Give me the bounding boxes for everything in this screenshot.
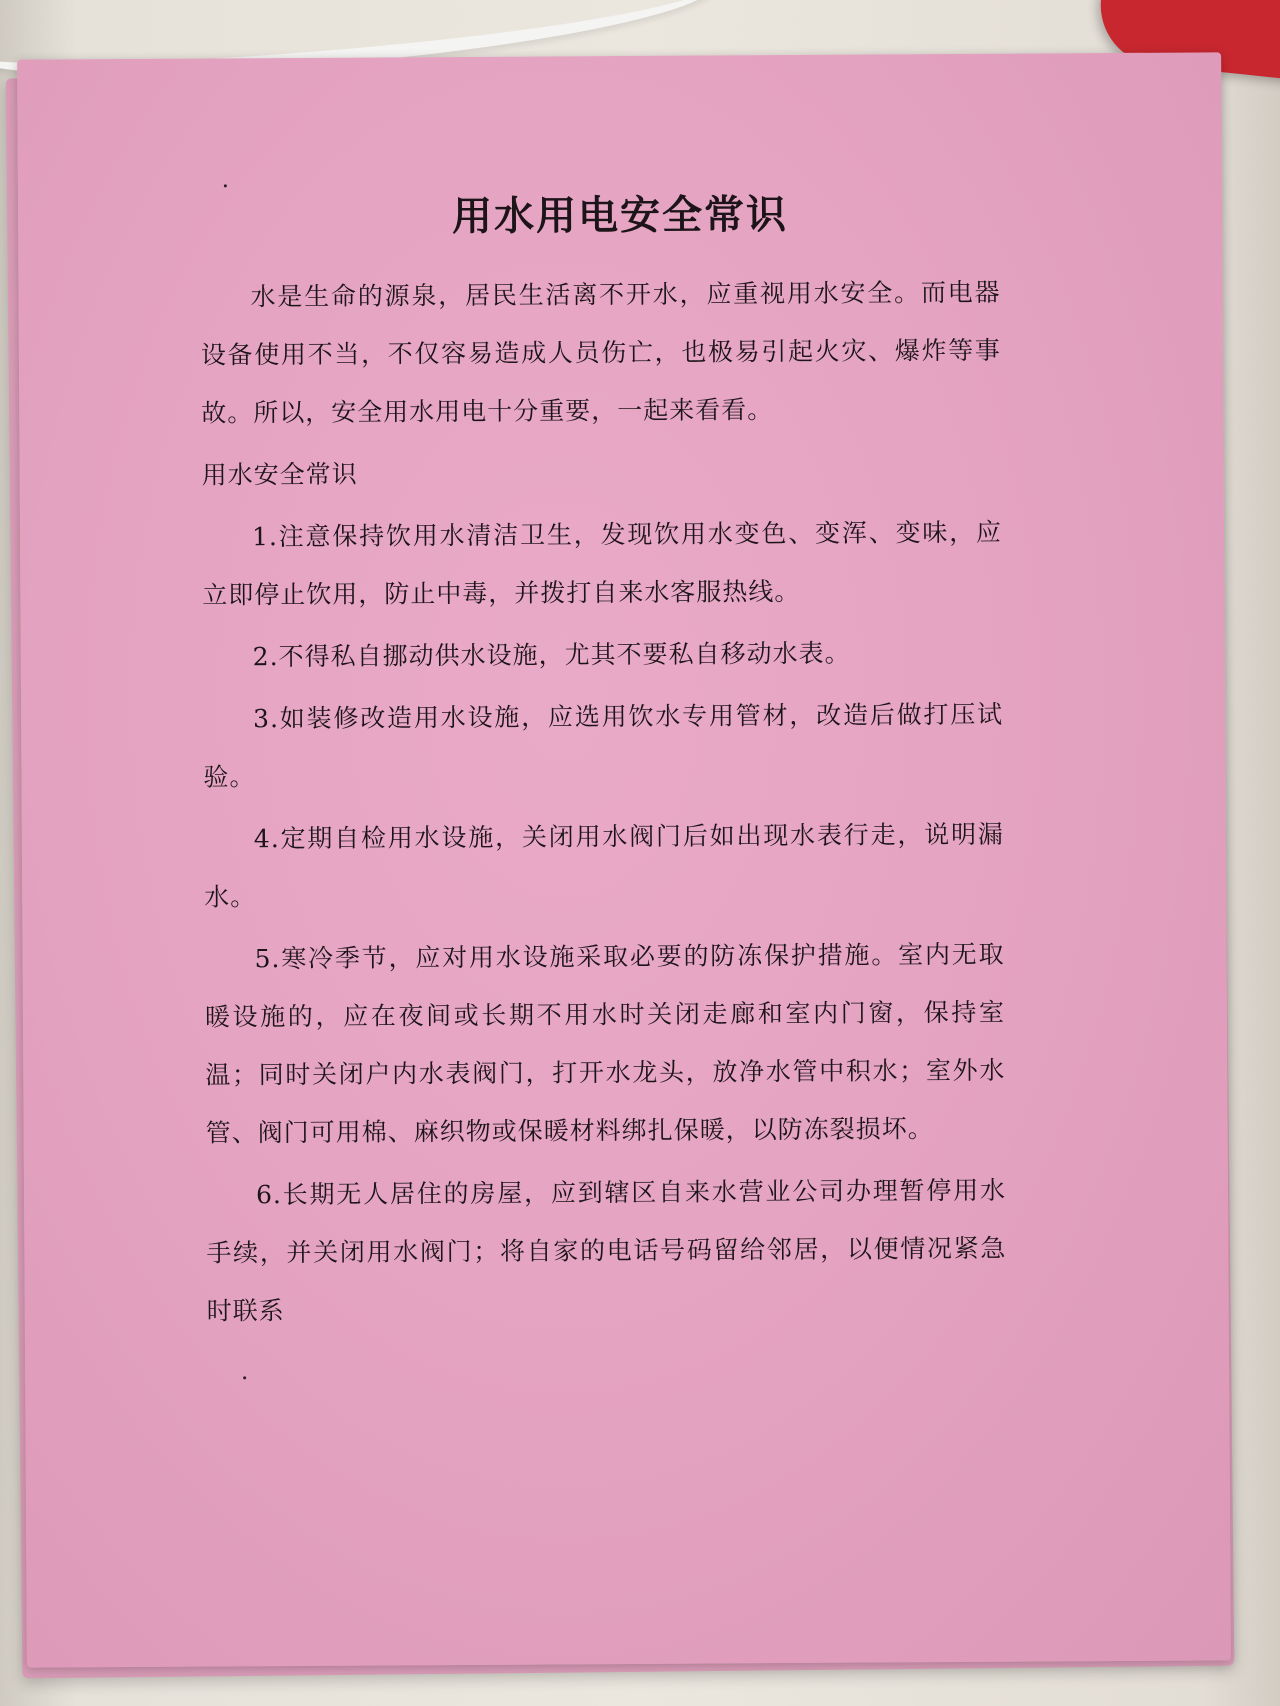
list-item: 1.注意保持饮用水清洁卫生，发现饮用水变色、变浑、变味，应立即停止饮用，防止中毒，并拨打自来水客服热线。	[202, 517, 1003, 610]
document-body	[200, 264, 1007, 1345]
list-item: 6.长期无人居住的房屋，应到辖区自来水营业公司办理暂停用水手续，并关闭用水阀门；将自家的电话号码留给邻居，以便情况紧急时联系	[206, 1175, 1007, 1326]
section-heading-water-safety: 用水安全常识	[201, 459, 358, 490]
list-item: 5.寒冷季节，应对用水设施采取必要的防冻保护措施。室内无取暖设施的，应在夜间或长期不用水时关闭走廊和室内门窗，保持室温；同时关闭户内水表阀门，打开水龙头，放净水管中积水；室外水管、阀门可用棉、麻织物或保暖材料绑扎保暖，以防冻裂损坏。	[204, 939, 1006, 1148]
list-item: 2.不得私自挪动供水设施，尤其不要私自移动水表。	[252, 638, 851, 672]
document-title: 用水用电安全常识	[451, 190, 789, 241]
pink-paper-sheet	[17, 52, 1231, 1667]
ink-speck	[243, 1376, 246, 1379]
list-item: 4.定期自检用水设施，关闭用水阀门后如出现水表行走，说明漏水。	[204, 819, 1004, 912]
list-item: 3.如装修改造用水设施，应选用饮水专用管材，改造后做打压试验。	[203, 699, 1004, 792]
intro-paragraph: 水是生命的源泉，居民生活离不开水，应重视用水安全。而电器设备使用不当，不仅容易造成人员伤亡，也极易引起火灾、爆炸等事故。所以，安全用水用电十分重要，一起来看看。	[200, 277, 1001, 428]
